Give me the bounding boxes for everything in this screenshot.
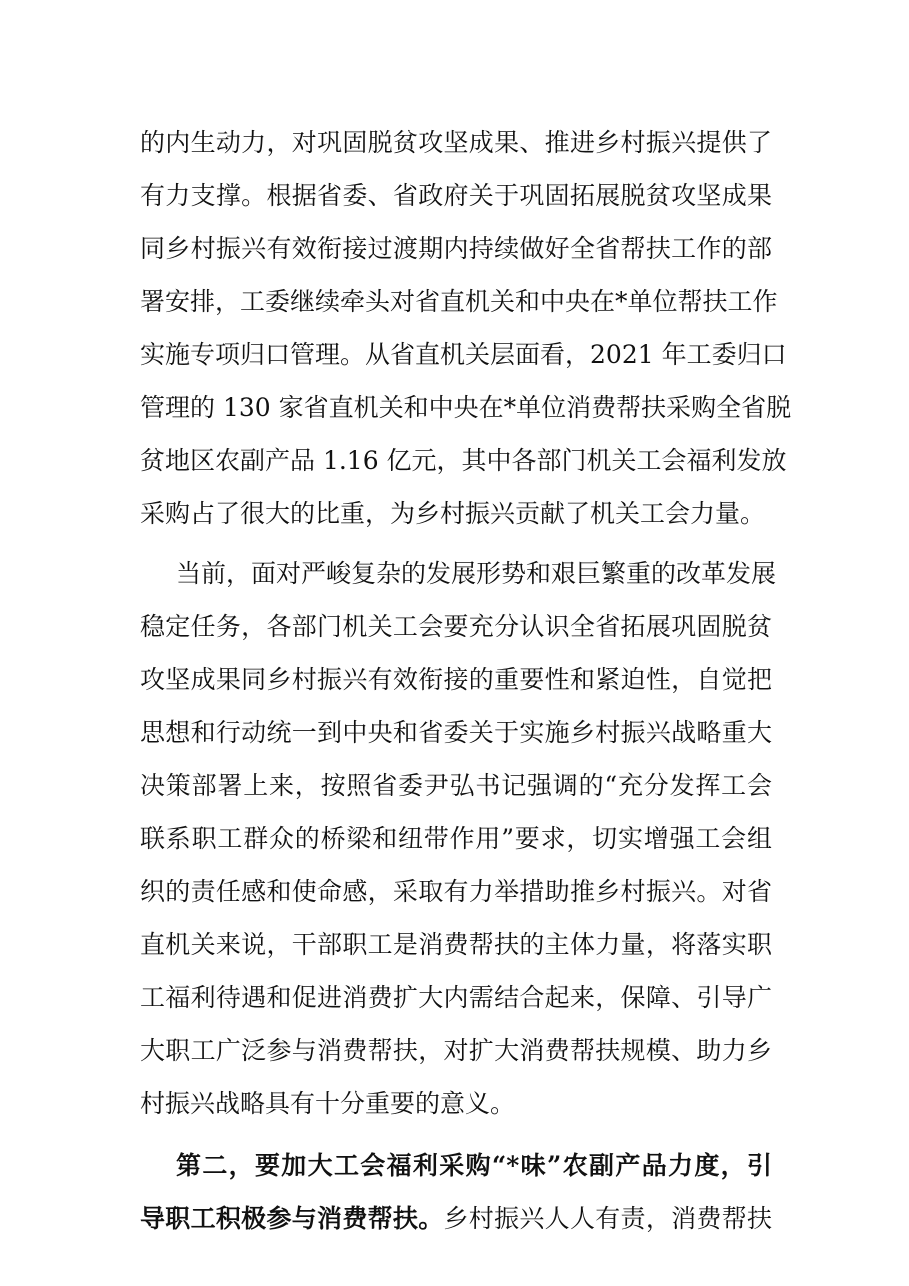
paragraph-2-line-7: 织的责任感和使命感，采取有力举措助推乡村振兴。对省 <box>140 877 772 906</box>
paragraph-3-line-1: 第二，要加大工会福利采购“*味”农副产品力度，引 <box>176 1151 772 1180</box>
paragraph-2-line-11: 村振兴战略具有十分重要的意义。 <box>140 1089 516 1118</box>
paragraph-1-line-2: 有力支撑。根据省委、省政府关于巩固拓展脱贫攻坚成果 <box>140 181 772 210</box>
paragraph-2-line-3: 攻坚成果同乡村振兴有效衔接的重要性和紧迫性，自觉把 <box>140 665 772 694</box>
paragraph-2-line-5: 决策部署上来，按照省委尹弘书记强调的“充分发挥工会 <box>140 771 772 800</box>
paragraph-2-line-10: 大职工广泛参与消费帮扶，对扩大消费帮扶规模、助力乡 <box>140 1036 772 1065</box>
paragraph-2-line-8: 直机关来说，干部职工是消费帮扶的主体力量，将落实职 <box>140 930 772 959</box>
paragraph-1-line-6: 管理的 130 家省直机关和中央在*单位消费帮扶采购全省脱 <box>140 393 792 422</box>
paragraph-3-bold-heading: 导职工积极参与消费帮扶。 <box>140 1204 444 1233</box>
paragraph-3-line-2 <box>140 1203 772 1235</box>
paragraph-2-line-4: 思想和行动统一到中央和省委关于实施乡村振兴战略重大 <box>140 718 772 747</box>
paragraph-1-line-3: 同乡村振兴有效衔接过渡期内持续做好全省帮扶工作的部 <box>140 234 772 263</box>
paragraph-2-line-6: 联系职工群众的桥梁和纽带作用”要求，切实增强工会组 <box>140 824 772 853</box>
paragraph-1-line-7: 贫地区农副产品 1.16 亿元，其中各部门机关工会福利发放 <box>140 446 787 475</box>
paragraph-3-body-text: 乡村振兴人人有责，消费帮扶 <box>443 1204 772 1233</box>
paragraph-2-line-2: 稳定任务，各部门机关工会要充分认识全省拓展巩固脱贫 <box>140 612 772 641</box>
paragraph-2-line-9: 工福利待遇和促进消费扩大内需结合起来，保障、引导广 <box>140 983 772 1012</box>
paragraph-1-line-4: 署安排，工委继续牵头对省直机关和中央在*单位帮扶工作 <box>140 287 778 316</box>
paragraph-1-line-8: 采购占了很大的比重，为乡村振兴贡献了机关工会力量。 <box>140 499 766 528</box>
paragraph-1-line-5: 实施专项归口管理。从省直机关层面看，2021 年工委归口 <box>140 340 787 369</box>
paragraph-1-line-1: 的内生动力，对巩固脱贫攻坚成果、推进乡村振兴提供了 <box>140 128 772 157</box>
paragraph-2-line-1: 当前，面对严峻复杂的发展形势和艰巨繁重的改革发展 <box>176 559 777 588</box>
